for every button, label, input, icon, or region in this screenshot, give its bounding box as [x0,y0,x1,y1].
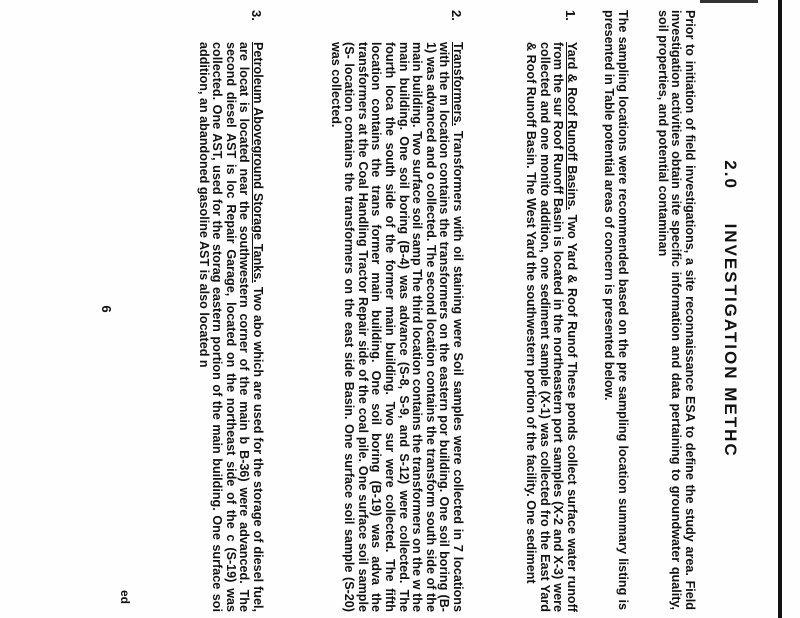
item-1-text: Two Yard & Roof Runof These ponds collect surface water runoff from the sur Roof Runoff Basin is located in the northeastern port samples (X-2 and X-3) were collected and one monito addition, one sediment sample (X-1) was collected fro the East Yard & Roof Runoff Basin. The West Yard the southwestern portion of the facility. One sediment [524,42,579,613]
section-heading: INVESTIGATION METHC [721,223,740,458]
item-1-number: 1. [563,10,578,21]
page-number: 6 [99,305,114,313]
sampling-paragraph: The sampling locations were recommended based on the pre sampling location summary listing is presented in Table potential areas of concern is presented below. [602,10,630,610]
item-1-body [524,42,578,612]
corner-mark: ed [118,590,132,605]
item-3-number: 3. [249,10,264,21]
item-2-number: 2. [449,10,464,21]
top-rule [778,0,782,618]
section-title [720,0,740,618]
item-2-text: Transformers with oil staining were Soil samples were collected in 7 locations with the m location contains the transformers on the eastern por building. One soil boring (B-1) was advanced and o collected. The second location contains the transform south side of the main building. Two surface soil samp The third location contains the transformers on the w the main building. One soil boring (B-4) was advance (S-8, S-9, and S-12) were collected. The fourth loca the south side of the former main building. Two sur were collected. The fifth location contains the trans former main building. One soil boring (B-19) was adva the transformers at the Coal Handling Tractor Repair side of the coal pile. One surface soil sample (S- location contains the transformers on the east side Basin. One surface soil sample (S-20) was collected. [328,42,465,612]
intro-paragraph: Prior to initiation of field investigations, a site reconnaissance ESA to define the study area. Field investigation activities obtain site specific information and data pertaining to groundwater quality, soil properties, and potential contaminan [655,10,697,610]
item-2-body [328,42,464,612]
item-3-heading: Petroleum Aboveground Storage Tanks. [251,42,265,283]
section-number: 2.0 [721,160,740,190]
item-3-body [196,42,264,612]
item-3-text: Two abo which are used for the storage of diesel fuel, are locat is located near the southwestern corner of the main b B-36) were advanced. The second diesel AST is loc Repair Garage, located on the northeast side of the c (S-19) was collected. One AST, used for the storag eastern portion of the main building. One surface soi addition, an abandoned gasoline AST is also located n [196,42,265,613]
item-1-heading: Yard & Roof Runoff Basins. [565,42,579,211]
item-2-heading: Transformers. [451,42,465,126]
